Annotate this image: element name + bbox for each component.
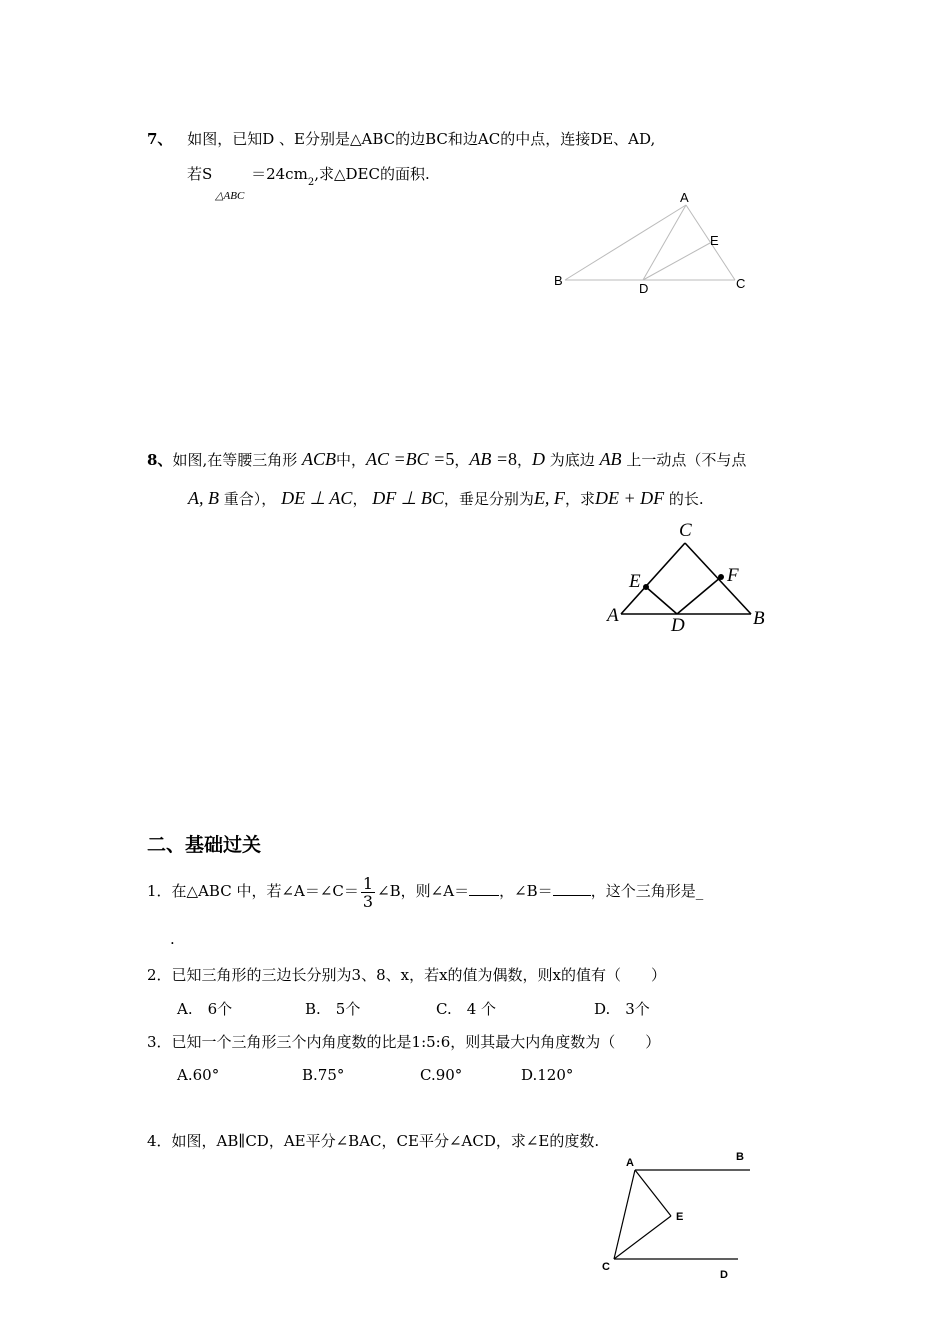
b2-option-b[interactable]: B. 5个 xyxy=(305,1000,361,1018)
q8-eq-ab: AB = xyxy=(469,449,508,469)
basic-q4: 4．如图，AB∥CD，AE平分∠BAC，CE平分∠ACD，求∠E的度数. xyxy=(147,1132,600,1150)
q8-comma-1: ， xyxy=(454,451,470,469)
q7-label-c: C xyxy=(736,276,746,291)
q8-label-b: B xyxy=(753,608,765,629)
b3-option-b[interactable]: B.75° xyxy=(302,1066,345,1084)
q8-text-5: 重合）， xyxy=(223,490,277,508)
q8-points-e-f: E, F xyxy=(533,488,565,508)
q8-text-2: 中， xyxy=(336,451,367,469)
b1-text-4: ，这个三角形是_ xyxy=(590,882,704,900)
q7-label-e: E xyxy=(710,233,719,248)
b1-text-3: ，∠B＝ xyxy=(499,882,553,900)
q7-line2-suffix: ,求△DEC的面积. xyxy=(314,165,430,183)
q8-de-perp-ac: DE ⊥ AC xyxy=(281,488,353,508)
b4-label-e: E xyxy=(676,1211,684,1223)
q8-text-6: ，垂足分别为 xyxy=(443,490,534,508)
q8-text-8: 的长. xyxy=(668,490,704,508)
q8-sum-expr: DE + DF xyxy=(594,488,665,508)
q8-text-7: ，求 xyxy=(564,490,595,508)
basic-q2: 2．已知三角形的三边长分别为3、8、x，若x的值为偶数，则x的值有（ ） xyxy=(147,966,667,984)
q8-label-a: A xyxy=(607,605,619,626)
q7-label-b: B xyxy=(554,273,563,288)
b3-option-c[interactable]: C.90° xyxy=(420,1066,463,1084)
q8-text-4: 上一动点（不与点 xyxy=(626,451,747,469)
b4-label-d: D xyxy=(720,1269,728,1281)
q8-eq-val-5: 5 xyxy=(445,449,455,469)
b2-option-a[interactable]: A. 6个 xyxy=(177,1000,233,1018)
q8-text-3: 为底边 xyxy=(549,451,595,469)
q8-label-c: C xyxy=(679,520,692,541)
b1-period: . xyxy=(170,930,175,948)
q8-label-f: F xyxy=(727,565,739,586)
b3-option-a[interactable]: A.60° xyxy=(177,1066,220,1084)
b2-option-d[interactable]: D. 3个 xyxy=(594,1000,650,1018)
q8-df-perp-bc: DF ⊥ BC xyxy=(372,488,444,508)
q7-unit-sup: 2 xyxy=(307,177,315,188)
b1-frac-num: 1 xyxy=(362,873,374,893)
q7-label-d: D xyxy=(639,281,649,296)
b4-label-a: A xyxy=(626,1157,634,1169)
b1-text-2: ∠B，则∠A＝ xyxy=(377,882,470,900)
b1-frac-den: 3 xyxy=(362,891,374,911)
q8-points-a-b: A, B xyxy=(188,488,219,508)
basic-q3: 3．已知一个三角形三个内角度数的比是1:5:6，则其最大内角度数为（ ） xyxy=(147,1033,661,1051)
q8-point-d: D xyxy=(531,449,545,469)
b4-line-ae xyxy=(635,1170,671,1216)
section-title: 二、基础过关 xyxy=(147,834,262,856)
q8-number: 8、 xyxy=(147,451,173,469)
q7-area-eq: ＝24cm xyxy=(251,165,308,183)
q7-area-subscript: △ABC xyxy=(215,190,245,202)
b3-option-d[interactable]: D.120° xyxy=(521,1066,574,1084)
q7-label-a: A xyxy=(680,190,689,205)
q8-triangle-acb: ACB xyxy=(302,449,336,469)
q8-eq-ac-bc: AC =BC = xyxy=(366,449,446,469)
q8-comma-2: ， xyxy=(516,451,532,469)
b2-option-c[interactable]: C. 4 个 xyxy=(436,1000,497,1018)
q8-label-e: E xyxy=(629,571,641,592)
q8-label-d: D xyxy=(671,615,685,636)
b1-text-1: 1．在△ABC 中，若∠A＝∠C＝ xyxy=(147,882,359,900)
q7-number: 7、 xyxy=(147,130,173,148)
q8-base-ab: AB xyxy=(599,449,622,469)
b4-label-c: C xyxy=(602,1261,610,1273)
q7-text-line1: 如图，已知D 、E分别是△ABC的边BC和边AC的中点，连接DE、AD, xyxy=(187,130,656,148)
q8-text-1: 如图,在等腰三角形 xyxy=(172,451,298,469)
b4-label-b: B xyxy=(736,1151,744,1163)
q8-eq-val-8: 8 xyxy=(507,449,517,469)
q7-line2-prefix: 若S xyxy=(187,165,213,183)
q8-comma-3: ， xyxy=(352,490,368,508)
